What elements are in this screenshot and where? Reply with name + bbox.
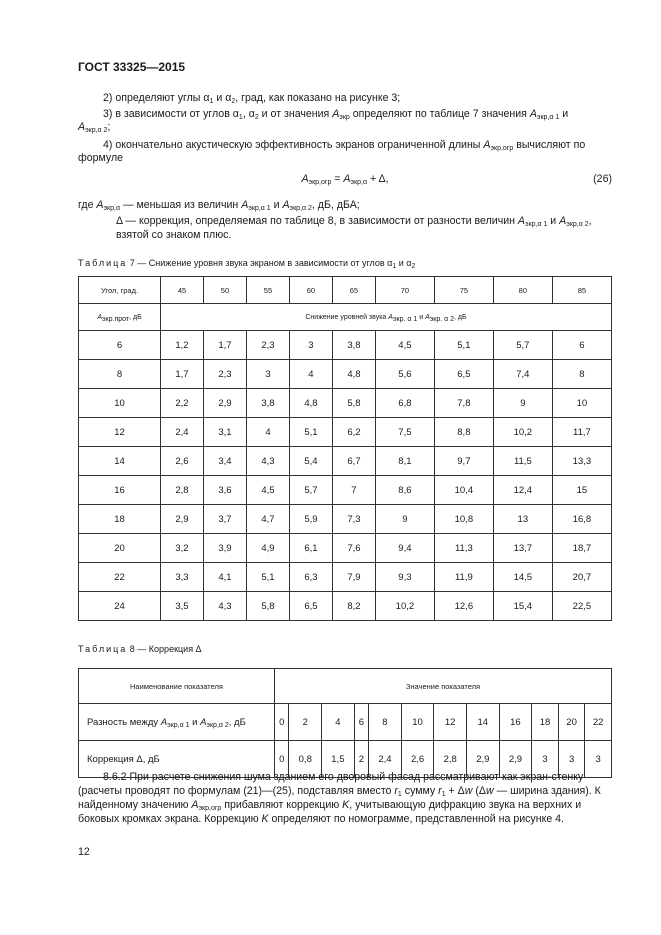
table8-cell: 16	[499, 704, 532, 741]
table8-cell: 3	[558, 741, 585, 778]
table8-cell: 10	[401, 704, 434, 741]
table7-cell: 18,7	[552, 534, 611, 563]
table7-cell: 16,8	[552, 505, 611, 534]
table7-span-header: Снижение уровней звука $A_{экр. \alpha 1}$ и $A_{экр. \alpha 2}$, дБ	[161, 304, 612, 331]
table7-cell: 10	[552, 389, 611, 418]
table7-cell: 5,8	[332, 389, 375, 418]
table7-cell: 11,3	[434, 534, 493, 563]
table7-cell: 15	[552, 476, 611, 505]
table7-cell: 4	[246, 418, 289, 447]
table7-cell: 7,4	[493, 360, 552, 389]
table7-cell: 3,1	[203, 418, 246, 447]
table7-row	[79, 592, 612, 621]
table7-angle: 55	[246, 277, 289, 304]
table8-cell: 2,9	[499, 741, 532, 778]
table7-cell: 11,9	[434, 563, 493, 592]
table7-row	[79, 447, 612, 476]
section-8-6-2: 8.6.2 При расчете снижения шума зданием его дворовый фасад рассматривают как экран-стенку (расчеты проводят по формулам (21)—(25), подставляя вместо $r_1$ сумму $r_1 + \Delta w$ (Δw — ширина здания). К найденному значению $A_{экр,огр}$ прибавляют коррекцию K, учитывающую дифракцию звука на верхних и боковых кромках экрана. Коррекцию K определяют по номограмме, представленной на рисунке 4.	[78, 771, 601, 825]
table8-cell: 0,8	[289, 741, 322, 778]
table8-cell: 8	[369, 704, 402, 741]
table8-cell: 20	[558, 704, 585, 741]
table7-cell: 4,8	[332, 360, 375, 389]
table7-cell: 6,3	[289, 563, 332, 592]
table7-cell: 5,6	[375, 360, 434, 389]
formula-26: $A_{экр,огр} = A_{экр,\alpha} + \Delta$, (26)	[301, 173, 612, 186]
table8-cell: 2,8	[434, 741, 467, 778]
table7-cell: 6,5	[434, 360, 493, 389]
table8-cell: 12	[434, 704, 467, 741]
table8-cell: 0	[275, 741, 289, 778]
table7-row-key: 10	[79, 389, 161, 418]
table7-cell: 3	[289, 331, 332, 360]
table7-cell: 9,4	[375, 534, 434, 563]
table7-angle-header: Угол, град.	[79, 277, 161, 304]
table7-cell: 8	[552, 360, 611, 389]
table7-cell: 5,1	[289, 418, 332, 447]
table7-row-key: 12	[79, 418, 161, 447]
table7-cell: 7,8	[434, 389, 493, 418]
table8-cell: 2,9	[467, 741, 500, 778]
table7-cell: 12,4	[493, 476, 552, 505]
table7-angle: 80	[493, 277, 552, 304]
table8-cell: 18	[532, 704, 559, 741]
step-3: 3) в зависимости от углов $\alpha_1$, $\alpha_2$ и от значения $A_{экр}$ определяют по таблице 7 значения $A_{экр,\alpha 1}$ и $A_{экр,\alpha 2}$;	[78, 108, 569, 134]
table7-row-key: 6	[79, 331, 161, 360]
table7-cell: 3	[246, 360, 289, 389]
table7-cell: 5,9	[289, 505, 332, 534]
table8-caption: Таблица 8 — Коррекция Δ	[78, 644, 202, 654]
table7-cell: 5,7	[289, 476, 332, 505]
table7-cell: 3,9	[203, 534, 246, 563]
table7-cell: 3,5	[161, 592, 204, 621]
table7-cell: 3,6	[203, 476, 246, 505]
table7-angle: 65	[332, 277, 375, 304]
table7-angle: 75	[434, 277, 493, 304]
table7-row	[79, 505, 612, 534]
table7-cell: 2,6	[161, 447, 204, 476]
table7-row-key: 22	[79, 563, 161, 592]
table7-cell: 10,2	[493, 418, 552, 447]
table7-cell: 5,4	[289, 447, 332, 476]
table8-difference-label: Разность между $A_{экр,\alpha 1}$ и $A_{экр,\alpha 2}$, дБ	[79, 704, 275, 741]
table7-cell: 3,4	[203, 447, 246, 476]
table7-cell: 2,4	[161, 418, 204, 447]
table7-row	[79, 389, 612, 418]
table-7	[78, 276, 612, 621]
table7-cell: 9,7	[434, 447, 493, 476]
table7-row	[79, 418, 612, 447]
table7-cell: 9	[493, 389, 552, 418]
table7-cell: 3,3	[161, 563, 204, 592]
table7-cell: 4,8	[289, 389, 332, 418]
table7-cell: 6,7	[332, 447, 375, 476]
formula-number: (26)	[593, 173, 612, 185]
table7-cell: 4,5	[375, 331, 434, 360]
table7-cell: 1,7	[161, 360, 204, 389]
table-8	[78, 668, 612, 778]
table7-cell: 8,1	[375, 447, 434, 476]
table7-cell: 6,5	[289, 592, 332, 621]
table7-cell: 22,5	[552, 592, 611, 621]
table7-row-key: 20	[79, 534, 161, 563]
table7-cell: 6,8	[375, 389, 434, 418]
table7-cell: 7,9	[332, 563, 375, 592]
table7-cell: 3,8	[332, 331, 375, 360]
table7-cell: 2,8	[161, 476, 204, 505]
table8-difference-row	[79, 704, 612, 741]
table7-cell: 4,3	[203, 592, 246, 621]
table7-row	[79, 534, 612, 563]
table7-cell: 4,1	[203, 563, 246, 592]
table8-cell: 0	[275, 704, 289, 741]
table7-cell: 10,2	[375, 592, 434, 621]
table8-cell: 2	[289, 704, 322, 741]
table7-cell: 4,9	[246, 534, 289, 563]
table7-cell: 20,7	[552, 563, 611, 592]
table7-subheader-row	[79, 304, 612, 331]
table7-cell: 7,5	[375, 418, 434, 447]
table7-cell: 4,3	[246, 447, 289, 476]
table7-cell: 8,6	[375, 476, 434, 505]
table7-angle: 50	[203, 277, 246, 304]
table7-cell: 3,7	[203, 505, 246, 534]
table7-row-header: $A_{экр.прот}$, дБ	[79, 304, 161, 331]
table8-cell: 14	[467, 704, 500, 741]
table7-cell: 2,2	[161, 389, 204, 418]
table7-cell: 9	[375, 505, 434, 534]
table7-row	[79, 331, 612, 360]
table7-cell: 2,9	[203, 389, 246, 418]
table7-row	[79, 360, 612, 389]
table7-cell: 3,8	[246, 389, 289, 418]
table8-cell: 1,5	[322, 741, 355, 778]
page-number: 12	[78, 846, 90, 858]
table8-cell: 2,4	[369, 741, 402, 778]
table7-cell: 7	[332, 476, 375, 505]
table7-cell: 2,3	[246, 331, 289, 360]
table7-cell: 14,5	[493, 563, 552, 592]
table8-cell: 6	[354, 704, 368, 741]
table7-cell: 15,4	[493, 592, 552, 621]
table7-cell: 5,1	[246, 563, 289, 592]
table7-cell: 6,2	[332, 418, 375, 447]
table7-row-key: 24	[79, 592, 161, 621]
table7-cell: 5,8	[246, 592, 289, 621]
table8-cell: 22	[585, 704, 612, 741]
table8-cell: 3	[585, 741, 612, 778]
table7-cell: 10,8	[434, 505, 493, 534]
table7-cell: 11,5	[493, 447, 552, 476]
table7-cell: 8,8	[434, 418, 493, 447]
table7-angle: 85	[552, 277, 611, 304]
table7-cell: 1,2	[161, 331, 204, 360]
table8-value-header: Значение показателя	[275, 669, 612, 704]
table7-cell: 7,6	[332, 534, 375, 563]
table7-angle: 45	[161, 277, 204, 304]
table7-row-key: 8	[79, 360, 161, 389]
table7-cell: 2,9	[161, 505, 204, 534]
document-header: ГОСТ 33325—2015	[78, 60, 186, 74]
table7-cell: 5,7	[493, 331, 552, 360]
table7-angle-row	[79, 277, 612, 304]
table7-cell: 3,2	[161, 534, 204, 563]
table7-row-key: 18	[79, 505, 161, 534]
table7-cell: 4,5	[246, 476, 289, 505]
table8-header-row	[79, 669, 612, 704]
table7-cell: 8,2	[332, 592, 375, 621]
table7-row-key: 14	[79, 447, 161, 476]
table7-cell: 1,7	[203, 331, 246, 360]
table7-cell: 7,3	[332, 505, 375, 534]
table7-cell: 10,4	[434, 476, 493, 505]
where-clause: где $A_{экр,\alpha}$ — меньшая из величин $A_{экр,\alpha 1}$ и $A_{экр,\alpha 2}$, дБ, дБА; Δ — коррекция, определяемая по таблице 8, в зависимости от разности величин $A_{экр,\alpha 1}$ и $A_{экр,\alpha 2}$, взятой со знаком плюс.	[78, 199, 592, 241]
table8-correction-label: Коррекция Δ, дБ	[79, 741, 275, 778]
table7-cell: 13	[493, 505, 552, 534]
table8-cell: 4	[322, 704, 355, 741]
table7-caption: Таблица 7 — Снижение уровня звука экраном в зависимости от углов $\alpha_1$ и $\alpha_2$	[78, 258, 416, 270]
table7-angle: 60	[289, 277, 332, 304]
table7-cell: 9,3	[375, 563, 434, 592]
step-4: 4) окончательно акустическую эффективность экранов ограниченной длины $A_{экр,огр}$ вычисляют по формуле	[78, 139, 586, 164]
table7-cell: 6	[552, 331, 611, 360]
table7-cell: 6,1	[289, 534, 332, 563]
table7-angle: 70	[375, 277, 434, 304]
table7-cell: 4	[289, 360, 332, 389]
table7-row-key: 16	[79, 476, 161, 505]
table7-cell: 12,6	[434, 592, 493, 621]
table8-cell: 3	[532, 741, 559, 778]
table7-cell: 2,3	[203, 360, 246, 389]
table8-name-header: Наименование показателя	[79, 669, 275, 704]
table7-cell: 5,1	[434, 331, 493, 360]
table7-cell: 13,3	[552, 447, 611, 476]
table7-cell: 13,7	[493, 534, 552, 563]
table7-row	[79, 476, 612, 505]
table8-cell: 2,6	[401, 741, 434, 778]
table7-cell: 11,7	[552, 418, 611, 447]
table8-cell: 2	[354, 741, 368, 778]
step-2: 2) определяют углы $\alpha_1$ и $\alpha_2$, град, как показано на рисунке 3;	[103, 92, 401, 105]
table7-row	[79, 563, 612, 592]
table7-cell: 4,7	[246, 505, 289, 534]
